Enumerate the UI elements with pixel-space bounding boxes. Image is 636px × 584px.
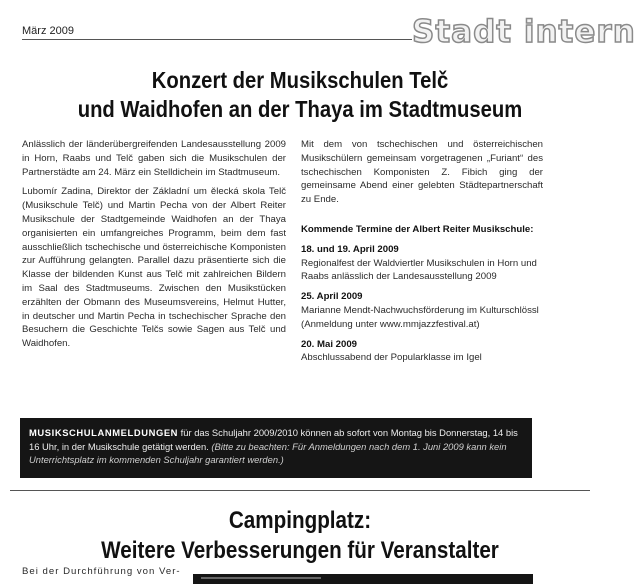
termine-heading: Kommende Termine der Albert Reiter Musikschule: xyxy=(301,223,534,235)
section-title: Stadt intern xyxy=(412,14,636,50)
termin-date: 18. und 19. April 2009 xyxy=(301,243,399,255)
article-paragraph: Anlässlich der länderübergreifenden Landesausstellung 2009 in Horn, Raabs und Telč gaben sich die Musikschulen der Partnerstädte am 24. März ein Stelldichein im Stadtmuseum. xyxy=(22,139,286,178)
termine-list xyxy=(301,243,543,365)
termin-date: 20. Mai 2009 xyxy=(301,338,358,350)
termin-text: Marianne Mendt-Nachwuchsförderung im Kulturschlössl (Anmeldung unter www.mmjazzfestival.at) xyxy=(301,304,539,330)
article-title-line-1: Konzert der Musikschulen Telč xyxy=(151,67,449,93)
notice-note: (Bitte zu beachten: Für Anmeldungen nach dem 1. Juni 2009 kann kein Unterrichtsplatz im kommenden Schuljahr garantiert werden.) xyxy=(29,440,507,465)
second-article-title-line-1: Campingplatz: xyxy=(228,507,372,534)
article-title-line-2: und Waidhofen an der Thaya im Stadtmuseum xyxy=(77,96,523,122)
second-article-title xyxy=(59,506,541,566)
notice-highlight: MUSIKSCHULANMELDUNGEN xyxy=(29,427,179,438)
article-paragraph: Mit dem von tschechischen und österreichischen Musikschülern gemeinsam vorgetragenen „Furiant“ des tschechischen Komponisten Z. Fibich ging der gemeinsame Abend einer gelebten Städtepartnerschaft zu Ende. xyxy=(301,139,543,206)
second-article-title-line-2: Weitere Verbesserungen für Veranstalter xyxy=(101,537,499,564)
second-article-box xyxy=(193,574,533,584)
issue-date: März 2009 xyxy=(22,25,74,37)
termin-date: 25. April 2009 xyxy=(301,291,363,303)
notice-text: für das Schuljahr 2009/2010 können ab sofort von Montag bis Donnerstag, 14 bis 16 Uhr, in der Musikschule getätigt werden. xyxy=(29,427,518,452)
box-text-line xyxy=(201,577,321,579)
header-rule xyxy=(22,39,412,40)
article-right-column xyxy=(301,138,543,371)
article-paragraph: Lubomír Zadina, Direktor der Základní um ělecká skola Telč (Musikschule Telč) und Martin Pecha von der Albert Reiter Musikschule der Stadtgemeinde Waidhofen an der Thaya organisierten ein umfangreiches Programm, beim dem fast ausschließlich tschechische und österreichische Komponisten zur Aufführung gelangten. Parallel dazu präsentierte sich die Klasse der bildenden Kunst aus Telč mit zahlreichen Bildern im Saal des Stadtmuseums. Zwischen den Musikstücken erzählten der Obmann des Museumsvereins, Helmut Hutter, in deutscher und Martin Pecha in tschechischer Sprache den Besuchern die Geschichte Telčs sowie Sagen aus Telč und Waidhofen. xyxy=(22,186,286,350)
article-title xyxy=(54,66,547,124)
termin-text: Regionalfest der Waldviertler Musikschulen in Horn und Raabs anlässlich der Landesausstellung 2009 xyxy=(301,257,537,283)
article-left-column xyxy=(22,138,286,357)
second-article-text-start: Bei der Durchführung von Ver- xyxy=(22,566,181,577)
termin-text: Abschlussabend der Popularklasse im Igel xyxy=(301,352,482,364)
registration-notice xyxy=(20,418,532,478)
article-divider xyxy=(10,490,590,491)
